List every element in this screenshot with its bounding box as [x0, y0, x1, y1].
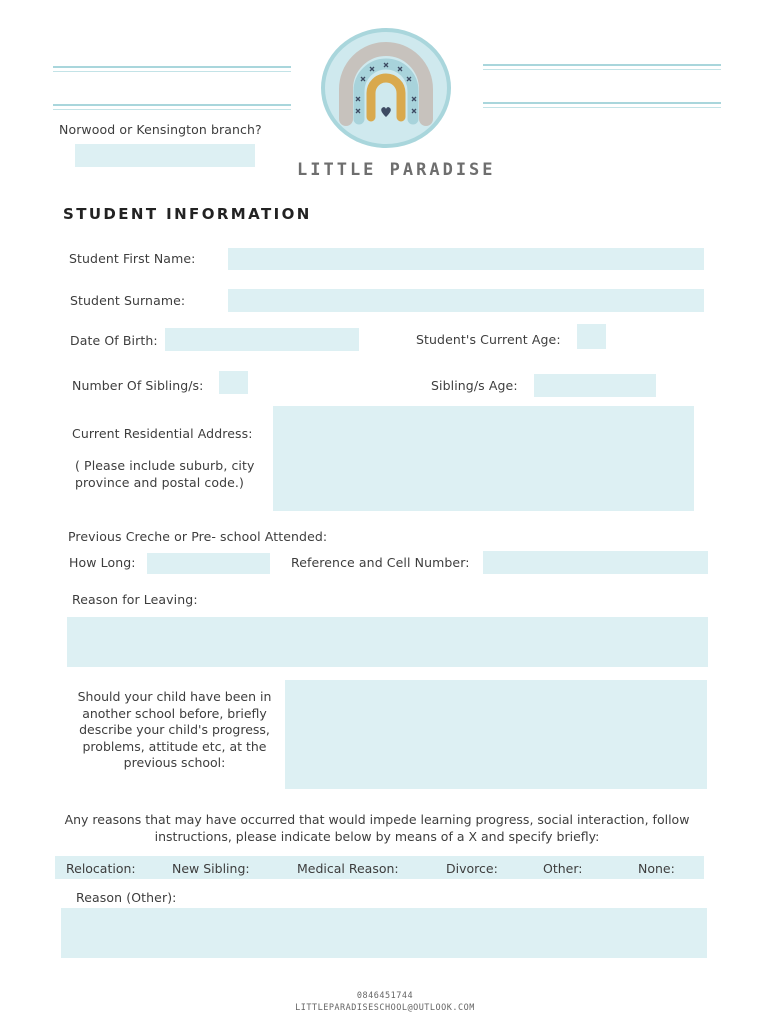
- num-siblings-field[interactable]: [219, 371, 248, 394]
- header-rule-left-bottom-thin: [53, 109, 291, 110]
- branch-field[interactable]: [75, 144, 255, 167]
- reference-label: Reference and Cell Number:: [291, 555, 470, 570]
- address-label: Current Residential Address:: [72, 426, 253, 441]
- option-new-sibling[interactable]: New Sibling:: [172, 861, 250, 876]
- how-long-field[interactable]: [147, 553, 270, 574]
- current-age-label: Student's Current Age:: [416, 332, 561, 347]
- address-field[interactable]: [273, 406, 694, 511]
- option-other[interactable]: Other:: [543, 861, 583, 876]
- header-rule-left-top: [53, 66, 291, 68]
- surname-label: Student Surname:: [70, 293, 186, 308]
- surname-field[interactable]: [228, 289, 704, 312]
- footer-phone: 0846451744: [356, 991, 414, 1001]
- rainbow-heart-logo-icon: [320, 27, 452, 149]
- section-title: STUDENT INFORMATION: [63, 205, 312, 223]
- previous-school-desc-label: Should your child have been in another school before, briefly describe your child's progress, problems, attitude etc, at the previous school:: [77, 689, 272, 770]
- option-medical-reason[interactable]: Medical Reason:: [297, 861, 399, 876]
- first-name-field[interactable]: [228, 248, 704, 270]
- reference-field[interactable]: [483, 551, 708, 574]
- option-relocation[interactable]: Relocation:: [66, 861, 136, 876]
- footer-email: LITTLEPARADISESCHOOL@OUTLOOK.COM: [295, 1003, 475, 1013]
- address-note: ( Please include suburb, city province and postal code.): [75, 458, 255, 490]
- previous-creche-label: Previous Creche or Pre- school Attended:: [68, 529, 328, 544]
- header-rule-right-bottom: [483, 102, 721, 104]
- how-long-label: How Long:: [69, 555, 136, 570]
- brand-name: LITTLE PARADISE: [297, 160, 496, 180]
- first-name-label: Student First Name:: [69, 251, 196, 266]
- current-age-field[interactable]: [577, 324, 606, 349]
- reason-leaving-field[interactable]: [67, 617, 708, 667]
- option-divorce[interactable]: Divorce:: [446, 861, 498, 876]
- header-rule-right-bottom-thin: [483, 107, 721, 108]
- impediments-instruction: Any reasons that may have occurred that would impede learning progress, social interaction, follow instructions, please indicate below by means of a X and specify briefly:: [64, 812, 690, 844]
- previous-school-desc-field[interactable]: [285, 680, 707, 789]
- header-rule-right-top: [483, 64, 721, 66]
- sibling-age-field[interactable]: [534, 374, 656, 397]
- header-rule-left-top-thin: [53, 71, 291, 72]
- reason-leaving-label: Reason for Leaving:: [72, 592, 198, 607]
- reason-other-label: Reason (Other):: [76, 890, 177, 905]
- header-rule-left-bottom: [53, 104, 291, 106]
- reason-other-field[interactable]: [61, 908, 707, 958]
- dob-label: Date Of Birth:: [70, 333, 158, 348]
- dob-field[interactable]: [165, 328, 359, 351]
- header-rule-right-top-thin: [483, 69, 721, 70]
- branch-question-label: Norwood or Kensington branch?: [59, 122, 262, 137]
- num-siblings-label: Number Of Sibling/s:: [72, 378, 204, 393]
- option-none[interactable]: None:: [638, 861, 675, 876]
- sibling-age-label: Sibling/s Age:: [431, 378, 518, 393]
